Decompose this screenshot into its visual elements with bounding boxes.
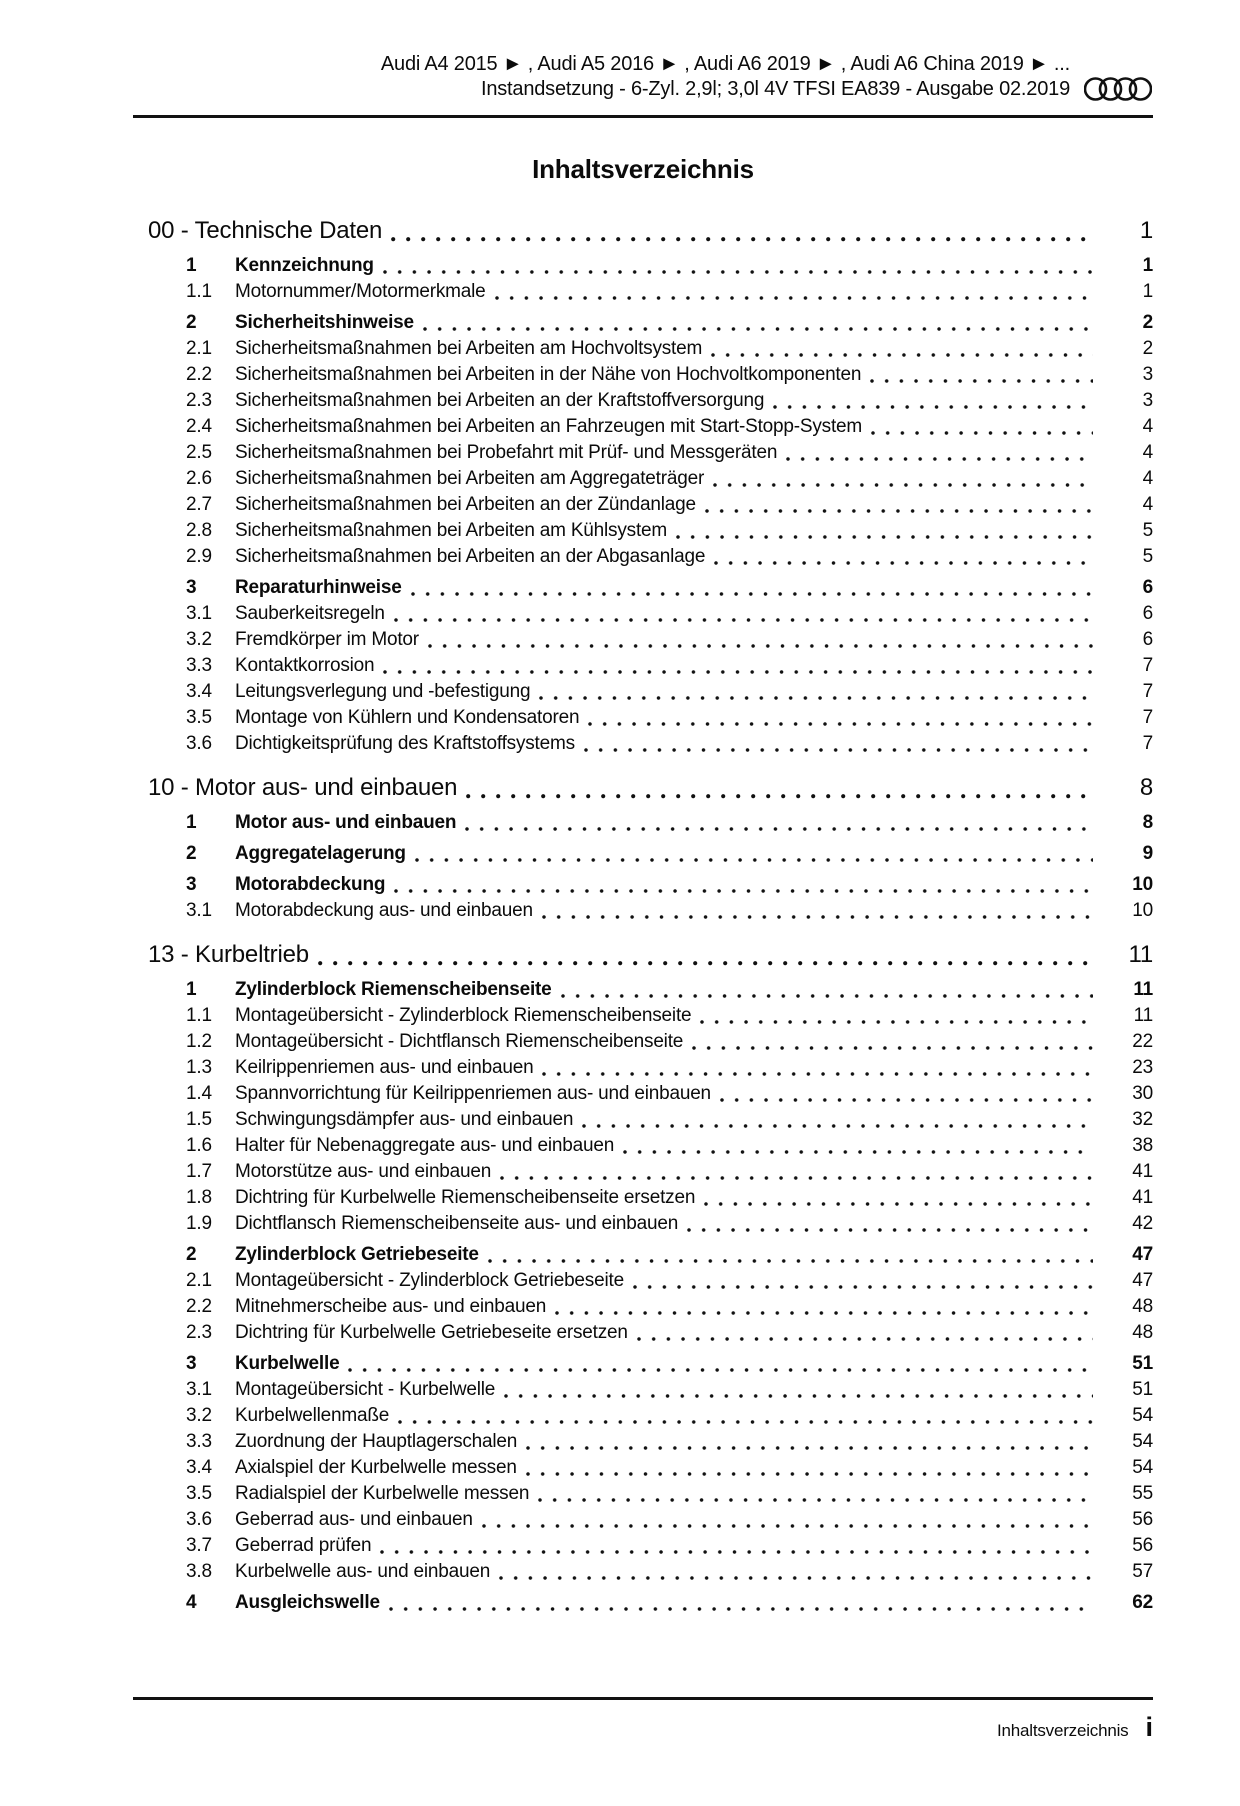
- toc-entry-title: Montageübersicht - Kurbelwelle: [235, 1379, 496, 1400]
- toc-entry-section: [133, 810, 1153, 836]
- toc-entry-subsection: [133, 1377, 1153, 1403]
- toc-entry-section: [133, 841, 1153, 867]
- page-title: Inhaltsverzeichnis: [532, 154, 754, 184]
- toc-entry-page: 41: [1132, 1187, 1153, 1208]
- dot-leader: [714, 561, 1093, 565]
- toc-entry-title: Sicherheitsmaßnahmen bei Arbeiten an der Abgasanlage: [235, 546, 706, 567]
- toc-entry-section: [133, 253, 1153, 279]
- toc-entry-number: 1: [186, 812, 197, 833]
- toc-entry-number: 1.1: [186, 1005, 212, 1026]
- toc-entry-subsection: [133, 1403, 1153, 1429]
- toc-entry-subsection: [133, 898, 1153, 924]
- toc-entry-number: 4: [186, 1592, 197, 1613]
- toc-entry-number: 1.9: [186, 1213, 212, 1234]
- toc-entry-subsection: [133, 1320, 1153, 1346]
- toc-entry-subsection: [133, 1559, 1153, 1585]
- toc-entry-subsection: [133, 1159, 1153, 1185]
- toc-entry-subsection: [133, 1107, 1153, 1133]
- toc-entry-section: [133, 872, 1153, 898]
- toc-entry-title: Ausgleichswelle: [235, 1592, 380, 1613]
- toc-entry-title: Dichtflansch Riemenscheibenseite aus- und einbauen: [235, 1213, 679, 1234]
- toc-entry-title: Sicherheitsmaßnahmen bei Arbeiten am Kühlsystem: [235, 520, 668, 541]
- header-model-list: Audi A4 2015 ► , Audi A5 2016 ► , Audi A6 2019 ► , Audi A6 China 2019 ► ...: [380, 53, 1070, 75]
- toc-entry-number: 3: [186, 577, 197, 598]
- dot-leader: [318, 961, 1093, 966]
- toc-entry-chapter: [133, 938, 1153, 972]
- toc-entry-subsection: [133, 388, 1153, 414]
- toc-entry-page: 8: [1139, 774, 1153, 801]
- dot-leader: [499, 1576, 1093, 1580]
- toc-entry-page: 1: [1142, 281, 1153, 302]
- toc-entry-subsection: [133, 679, 1153, 705]
- toc-entry-subsection: [133, 440, 1153, 466]
- dot-leader: [389, 1607, 1093, 1611]
- toc-entry-page: 51: [1132, 1379, 1153, 1400]
- dot-leader: [720, 1098, 1093, 1102]
- toc-entry-page: 42: [1132, 1213, 1153, 1234]
- toc-entry-subsection: [133, 466, 1153, 492]
- dot-leader: [676, 535, 1093, 539]
- toc-entry-title: Kontaktkorrosion: [235, 655, 375, 676]
- toc-entry-page: 2: [1142, 312, 1153, 333]
- toc-entry-number: 3.1: [186, 900, 212, 921]
- toc-entry-page: 48: [1132, 1296, 1153, 1317]
- dot-leader: [633, 1285, 1093, 1289]
- dot-leader: [542, 915, 1093, 919]
- dot-leader: [383, 270, 1093, 274]
- toc-entry-page: 4: [1142, 468, 1153, 489]
- toc-entry-subsection: [133, 731, 1153, 757]
- toc-entry-number: 1.5: [186, 1109, 212, 1130]
- toc-entry-title: Leitungsverlegung und -befestigung: [235, 681, 531, 702]
- toc-entry-title: Sicherheitsmaßnahmen bei Arbeiten am Hochvoltsystem: [235, 338, 703, 359]
- toc-entry-page: 7: [1142, 655, 1153, 676]
- toc-entry-number: 3: [186, 1353, 197, 1374]
- toc-entry-page: 62: [1132, 1592, 1153, 1613]
- toc-entry-page: 6: [1142, 577, 1153, 598]
- toc-entry-title: Sicherheitsmaßnahmen bei Arbeiten an der Zündanlage: [235, 494, 696, 515]
- toc-entry-title: Zylinderblock Getriebeseite: [235, 1244, 479, 1265]
- toc-entry-title: Sicherheitsmaßnahmen bei Arbeiten an der Kraftstoffversorgung: [235, 390, 765, 411]
- toc-entry-number: 3: [186, 874, 197, 895]
- toc-entry-subsection: [133, 653, 1153, 679]
- toc-entry-subsection: [133, 1029, 1153, 1055]
- toc-entry-label: 10 - Motor aus- und einbauen: [148, 774, 458, 801]
- toc-entry-page: 57: [1132, 1561, 1153, 1582]
- toc-entry-page: 10: [1132, 874, 1153, 895]
- toc-entry-number: 1.4: [186, 1083, 212, 1104]
- toc-entry-subsection: [133, 492, 1153, 518]
- dot-leader: [465, 827, 1093, 831]
- toc-entry-title: Montageübersicht - Zylinderblock Riemenscheibenseite: [235, 1005, 692, 1026]
- toc-entry-page: 5: [1142, 520, 1153, 541]
- toc-entry-number: 2.9: [186, 546, 212, 567]
- dot-leader: [348, 1368, 1093, 1372]
- dot-leader: [538, 1498, 1093, 1502]
- dot-leader: [637, 1337, 1093, 1341]
- toc-entry-title: Spannvorrichtung für Keilrippenriemen aus- und einbauen: [235, 1083, 711, 1104]
- toc-entry-section: [133, 977, 1153, 1003]
- toc-entry-title: Aggregatelagerung: [235, 843, 406, 864]
- toc-entry-title: Kurbelwellenmaße: [235, 1405, 390, 1426]
- toc-entry-subsection: [133, 1003, 1153, 1029]
- dot-leader: [773, 405, 1093, 409]
- toc-entry-page: 55: [1132, 1483, 1153, 1504]
- toc-entry-page: 2: [1142, 338, 1153, 359]
- toc-entry-subsection: [133, 1455, 1153, 1481]
- toc-entry-number: 3.3: [186, 655, 212, 676]
- toc-entry-number: 3.8: [186, 1561, 212, 1582]
- toc-entry-number: 2: [186, 1244, 197, 1265]
- dot-leader: [584, 748, 1093, 752]
- audi-rings-icon: [1084, 76, 1152, 102]
- toc-entry-title: Sicherheitsmaßnahmen bei Arbeiten an Fahrzeugen mit Start-Stopp-System: [235, 416, 863, 437]
- dot-leader: [383, 670, 1093, 674]
- toc-entry-title: Motor aus- und einbauen: [235, 812, 457, 833]
- toc-entry-number: 3.4: [186, 1457, 212, 1478]
- document-header: [133, 52, 1152, 102]
- toc-entry-title: Sicherheitshinweise: [235, 312, 414, 333]
- dot-leader: [561, 994, 1093, 998]
- toc-entry-number: 3.6: [186, 733, 212, 754]
- toc-entry-page: 1: [1139, 217, 1153, 244]
- toc-entry-number: 3.3: [186, 1431, 212, 1452]
- toc-entry-subsection: [133, 362, 1153, 388]
- toc-entry-page: 11: [1128, 941, 1153, 968]
- dot-leader: [526, 1446, 1093, 1450]
- dot-leader: [786, 457, 1093, 461]
- toc-entry-page: 8: [1142, 812, 1153, 833]
- toc-entry-page: 5: [1142, 546, 1153, 567]
- toc-entry-page: 6: [1142, 629, 1153, 650]
- dot-leader: [705, 509, 1093, 513]
- toc-entry-title: Reparaturhinweise: [235, 577, 402, 598]
- toc-entry-label: 00 - Technische Daten: [148, 217, 383, 244]
- toc-entry-section: [133, 1351, 1153, 1377]
- toc-entry-section: [133, 1590, 1153, 1616]
- dot-leader: [423, 327, 1093, 331]
- toc-entry-number: 2.3: [186, 1322, 212, 1343]
- toc-entry-number: 2.1: [186, 338, 212, 359]
- toc-entry-number: 3.2: [186, 1405, 212, 1426]
- dot-leader: [539, 696, 1093, 700]
- toc-entry-title: Fremdkörper im Motor: [235, 629, 419, 650]
- toc-entry-number: 3.1: [186, 1379, 212, 1400]
- toc-entry-title: Schwingungsdämpfer aus- und einbauen: [235, 1109, 574, 1130]
- toc-entry-page: 22: [1132, 1031, 1153, 1052]
- toc-entry-number: 2.4: [186, 416, 212, 437]
- toc-entry-page: 23: [1132, 1057, 1153, 1078]
- toc-entry-page: 54: [1132, 1457, 1153, 1478]
- toc-entry-title: Keilrippenriemen aus- und einbauen: [235, 1057, 534, 1078]
- toc-entry-title: Sauberkeitsregeln: [235, 603, 385, 624]
- toc-entry-page: 47: [1132, 1270, 1153, 1291]
- toc-entry-number: 2.1: [186, 1270, 212, 1291]
- dot-leader: [495, 296, 1094, 300]
- toc-entry-label: 13 - Kurbeltrieb: [148, 941, 309, 968]
- toc-entry-number: 1.6: [186, 1135, 212, 1156]
- toc-entry-title: Zylinderblock Riemenscheibenseite: [235, 979, 552, 1000]
- toc-entry-number: 3.5: [186, 707, 212, 728]
- toc-entry-page: 1: [1142, 255, 1153, 276]
- dot-leader: [704, 1202, 1093, 1206]
- dot-leader: [526, 1472, 1093, 1476]
- toc-entry-number: 3.2: [186, 629, 212, 650]
- toc-entry-number: 2: [186, 843, 197, 864]
- dot-leader: [428, 644, 1093, 648]
- toc-entry-number: 2.2: [186, 364, 212, 385]
- toc-entry-title: Montageübersicht - Dichtflansch Riemenscheibenseite: [235, 1031, 684, 1052]
- toc-entry-page: 51: [1132, 1353, 1153, 1374]
- dot-leader: [588, 722, 1093, 726]
- toc-entry-page: 6: [1142, 603, 1153, 624]
- toc-entry-subsection: [133, 1429, 1153, 1455]
- toc-entry-subsection: [133, 601, 1153, 627]
- toc-entry-subsection: [133, 1081, 1153, 1107]
- toc-entry-title: Halter für Nebenaggregate aus- und einbauen: [235, 1135, 615, 1156]
- toc-entry-page: 56: [1132, 1509, 1153, 1530]
- toc-entry-number: 3.1: [186, 603, 212, 624]
- header-divider: [133, 115, 1153, 118]
- toc-entry-number: 3.5: [186, 1483, 212, 1504]
- toc-entry-subsection: [133, 414, 1153, 440]
- dot-leader: [870, 379, 1093, 383]
- dot-leader: [398, 1420, 1093, 1424]
- dot-leader: [504, 1394, 1093, 1398]
- toc-entry-section: [133, 1242, 1153, 1268]
- toc-entry-number: 1.2: [186, 1031, 212, 1052]
- toc-entry-title: Montage von Kühlern und Kondensatoren: [235, 707, 580, 728]
- toc-entry-number: 1.3: [186, 1057, 212, 1078]
- toc-entry-page: 4: [1142, 494, 1153, 515]
- toc-entry-number: 1.1: [186, 281, 212, 302]
- toc-entry-chapter: [133, 214, 1153, 248]
- toc-entry-page: 47: [1132, 1244, 1153, 1265]
- toc-entry-page: 3: [1142, 364, 1153, 385]
- dot-leader: [488, 1259, 1093, 1263]
- toc-entry-section: [133, 310, 1153, 336]
- toc-entry-title: Geberrad aus- und einbauen: [235, 1509, 473, 1530]
- dot-leader: [380, 1550, 1093, 1554]
- toc-entry-page: 4: [1142, 416, 1153, 437]
- toc-entry-number: 1: [186, 979, 197, 1000]
- toc-entry-subsection: [133, 1211, 1153, 1237]
- footer-page-number: i: [1145, 1712, 1153, 1742]
- toc-entry-page: 41: [1132, 1161, 1153, 1182]
- toc-entry-page: 3: [1142, 390, 1153, 411]
- toc-entry-page: 10: [1132, 900, 1153, 921]
- dot-leader: [582, 1124, 1093, 1128]
- dot-leader: [687, 1228, 1093, 1232]
- dot-leader: [394, 889, 1093, 893]
- toc-entry-subsection: [133, 1533, 1153, 1559]
- dot-leader: [466, 794, 1093, 799]
- toc-entry-title: Motorabdeckung aus- und einbauen: [235, 900, 533, 921]
- toc-entry-subsection: [133, 1055, 1153, 1081]
- toc-entry-title: Sicherheitsmaßnahmen bei Arbeiten in der Nähe von Hochvoltkomponenten: [235, 364, 862, 385]
- toc-entry-page: 7: [1142, 681, 1153, 702]
- toc-entry-subsection: [133, 627, 1153, 653]
- toc-entry-title: Kurbelwelle aus- und einbauen: [235, 1561, 491, 1582]
- toc-entry-section: [133, 575, 1153, 601]
- dot-leader: [711, 353, 1093, 357]
- toc-entry-page: 7: [1142, 733, 1153, 754]
- toc-list: [133, 214, 1153, 1616]
- toc-entry-chapter: [133, 771, 1153, 805]
- toc-entry-title: Mitnehmerscheibe aus- und einbauen: [235, 1296, 547, 1317]
- dot-leader: [391, 237, 1093, 242]
- toc-entry-title: Kurbelwelle: [235, 1353, 340, 1374]
- toc-entry-subsection: [133, 1268, 1153, 1294]
- toc-entry-subsection: [133, 279, 1153, 305]
- toc-entry-number: 2.6: [186, 468, 212, 489]
- toc-entry-subsection: [133, 336, 1153, 362]
- toc-entry-title: Sicherheitsmaßnahmen bei Arbeiten am Aggregateträger: [235, 468, 705, 489]
- toc-entry-page: 32: [1132, 1109, 1153, 1130]
- toc-entry-title: Axialspiel der Kurbelwelle messen: [235, 1457, 517, 1478]
- toc-entry-number: 3.4: [186, 681, 212, 702]
- toc-entry-page: 9: [1142, 843, 1153, 864]
- document-footer: [997, 1712, 1153, 1743]
- dot-leader: [411, 592, 1093, 596]
- toc-entry-number: 2.5: [186, 442, 212, 463]
- toc-entry-title: Zuordnung der Hauptlagerschalen: [235, 1431, 518, 1452]
- toc-entry-number: 2: [186, 312, 197, 333]
- toc-entry-page: 54: [1132, 1405, 1153, 1426]
- toc-entry-number: 2.3: [186, 390, 212, 411]
- toc-entry-title: Motornummer/Motormerkmale: [235, 281, 486, 302]
- toc-entry-title: Montageübersicht - Zylinderblock Getriebeseite: [235, 1270, 624, 1291]
- toc-entry-number: 2.7: [186, 494, 212, 515]
- dot-leader: [692, 1046, 1093, 1050]
- toc-entry-subsection: [133, 518, 1153, 544]
- toc-entry-number: 1.7: [186, 1161, 212, 1182]
- toc-entry-page: 4: [1142, 442, 1153, 463]
- dot-leader: [623, 1150, 1093, 1154]
- dot-leader: [555, 1311, 1093, 1315]
- toc-entry-number: 3.6: [186, 1509, 212, 1530]
- toc-entry-page: 30: [1132, 1083, 1153, 1104]
- toc-entry-subsection: [133, 544, 1153, 570]
- header-subtitle: Instandsetzung - 6-Zyl. 2,9l; 3,0l 4V TFSI EA839 - Ausgabe 02.2019: [480, 78, 1070, 100]
- toc-entry-page: 48: [1132, 1322, 1153, 1343]
- toc-entry-page: 54: [1132, 1431, 1153, 1452]
- toc-entry-page: 38: [1132, 1135, 1153, 1156]
- toc-entry-title: Kennzeichnung: [235, 255, 374, 276]
- toc-entry-title: Sicherheitsmaßnahmen bei Probefahrt mit Prüf- und Messgeräten: [235, 442, 778, 463]
- dot-leader: [700, 1020, 1093, 1024]
- dot-leader: [394, 618, 1093, 622]
- toc-entry-subsection: [133, 1294, 1153, 1320]
- toc-entry-page: 11: [1133, 979, 1153, 1000]
- toc-entry-title: Geberrad prüfen: [235, 1535, 372, 1556]
- footer-label: Inhaltsverzeichnis: [996, 1721, 1129, 1740]
- toc-entry-subsection: [133, 1133, 1153, 1159]
- toc-entry-number: 1.8: [186, 1187, 212, 1208]
- toc-entry-number: 2.2: [186, 1296, 212, 1317]
- toc-entry-title: Radialspiel der Kurbelwelle messen: [235, 1483, 530, 1504]
- toc-entry-subsection: [133, 705, 1153, 731]
- toc-entry-title: Motorstütze aus- und einbauen: [235, 1161, 492, 1182]
- toc-entry-title: Motorabdeckung: [235, 874, 386, 895]
- toc-entry-number: 1: [186, 255, 197, 276]
- toc-entry-number: 3.7: [186, 1535, 212, 1556]
- dot-leader: [500, 1176, 1093, 1180]
- dot-leader: [482, 1524, 1093, 1528]
- toc-entry-title: Dichtring für Kurbelwelle Riemenscheibenseite ersetzen: [235, 1187, 696, 1208]
- footer-divider: [133, 1697, 1153, 1700]
- toc-entry-page: 7: [1142, 707, 1153, 728]
- toc-entry-subsection: [133, 1481, 1153, 1507]
- toc-entry-page: 56: [1132, 1535, 1153, 1556]
- dot-leader: [542, 1072, 1093, 1076]
- toc-entry-number: 2.8: [186, 520, 212, 541]
- dot-leader: [713, 483, 1093, 487]
- toc-entry-page: 11: [1133, 1005, 1153, 1026]
- dot-leader: [871, 431, 1093, 435]
- toc-entry-title: Dichtring für Kurbelwelle Getriebeseite ersetzen: [235, 1322, 628, 1343]
- toc-entry-title: Dichtigkeitsprüfung des Kraftstoffsystems: [235, 733, 575, 754]
- toc-entry-subsection: [133, 1507, 1153, 1533]
- toc-entry-subsection: [133, 1185, 1153, 1211]
- dot-leader: [415, 858, 1093, 862]
